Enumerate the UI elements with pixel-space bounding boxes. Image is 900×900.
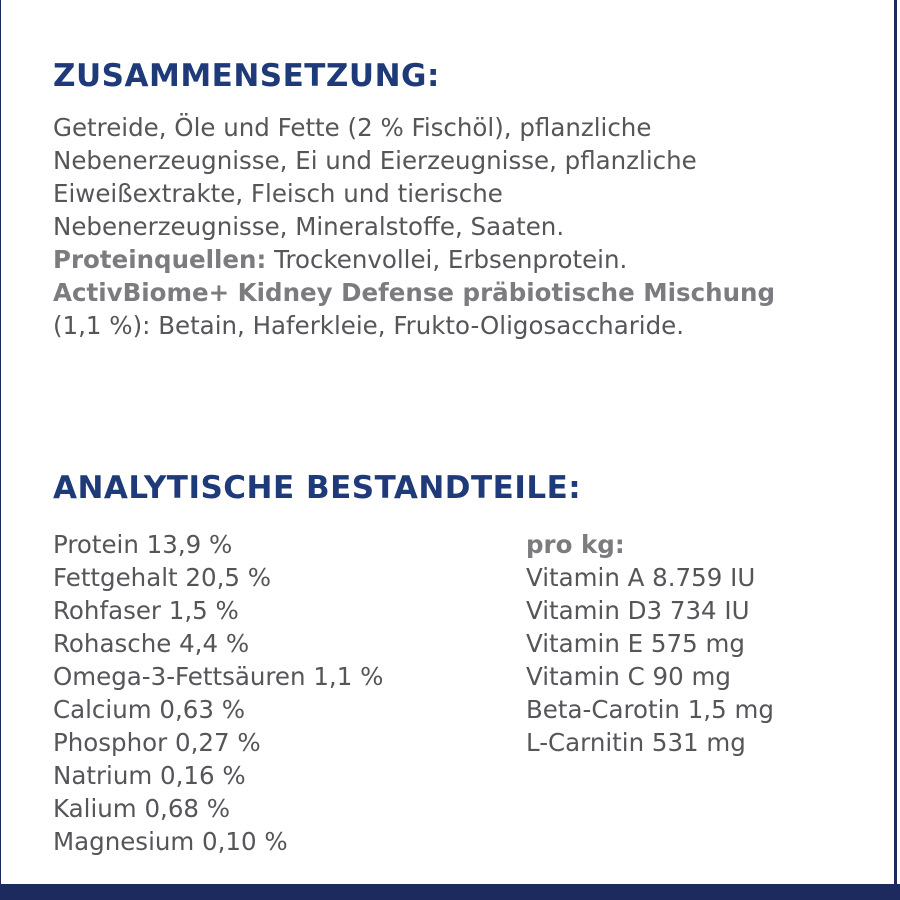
analytic-item: Rohfaser 1,5 % (53, 596, 239, 625)
vitamin-item: Vitamin C 90 mg (526, 662, 731, 691)
analytic-item: Magnesium 0,10 % (53, 827, 288, 856)
vitamin-item: Vitamin E 575 mg (526, 629, 745, 658)
analytic-item: Rohasche 4,4 % (53, 629, 250, 658)
analytics-left-list (53, 528, 383, 858)
bottom-bar (0, 884, 900, 900)
analytic-item: Calcium 0,63 % (53, 695, 246, 724)
per-kg-header: pro kg: (526, 530, 625, 559)
analytic-item: Phosphor 0,27 % (53, 728, 261, 757)
composition-line: Eiweißextrakte, Fleisch und tierische (53, 179, 503, 208)
prebiotic-text: (1,1 %): Betain, Haferkleie, Frukto-Oligosaccharide. (53, 311, 684, 340)
prebiotic-label: ActivBiome+ Kidney Defense präbiotische Mischung (53, 278, 776, 307)
analytic-item: Kalium 0,68 % (53, 794, 231, 823)
composition-line: Nebenerzeugnisse, Mineralstoffe, Saaten. (53, 212, 565, 241)
protein-sources-label: Proteinquellen: (53, 245, 267, 274)
analytics-right-list (526, 528, 774, 759)
analytics-heading: ANALYTISCHE BESTANDTEILE: (53, 470, 582, 506)
composition-text (53, 111, 883, 342)
vitamin-item: Vitamin D3 734 IU (526, 596, 750, 625)
analytic-item: Protein 13,9 % (53, 530, 233, 559)
analytic-item: Omega-3-Fettsäuren 1,1 % (53, 662, 384, 691)
protein-sources-line (53, 243, 883, 276)
protein-sources-text: Trockenvollei, Erbsenprotein. (266, 245, 628, 274)
vitamin-item: Vitamin A 8.759 IU (526, 563, 756, 592)
vitamin-item: Beta-Carotin 1,5 mg (526, 695, 774, 724)
analytic-item: Natrium 0,16 % (53, 761, 246, 790)
composition-line: Nebenerzeugnisse, Ei und Eierzeugnisse, pflanzliche (53, 146, 697, 175)
composition-line: Getreide, Öle und Fette (2 % Fischöl), pflanzliche (53, 113, 652, 142)
vitamin-item: L-Carnitin 531 mg (526, 728, 746, 757)
analytic-item: Fettgehalt 20,5 % (53, 563, 272, 592)
composition-heading: ZUSAMMENSETZUNG: (53, 58, 440, 94)
